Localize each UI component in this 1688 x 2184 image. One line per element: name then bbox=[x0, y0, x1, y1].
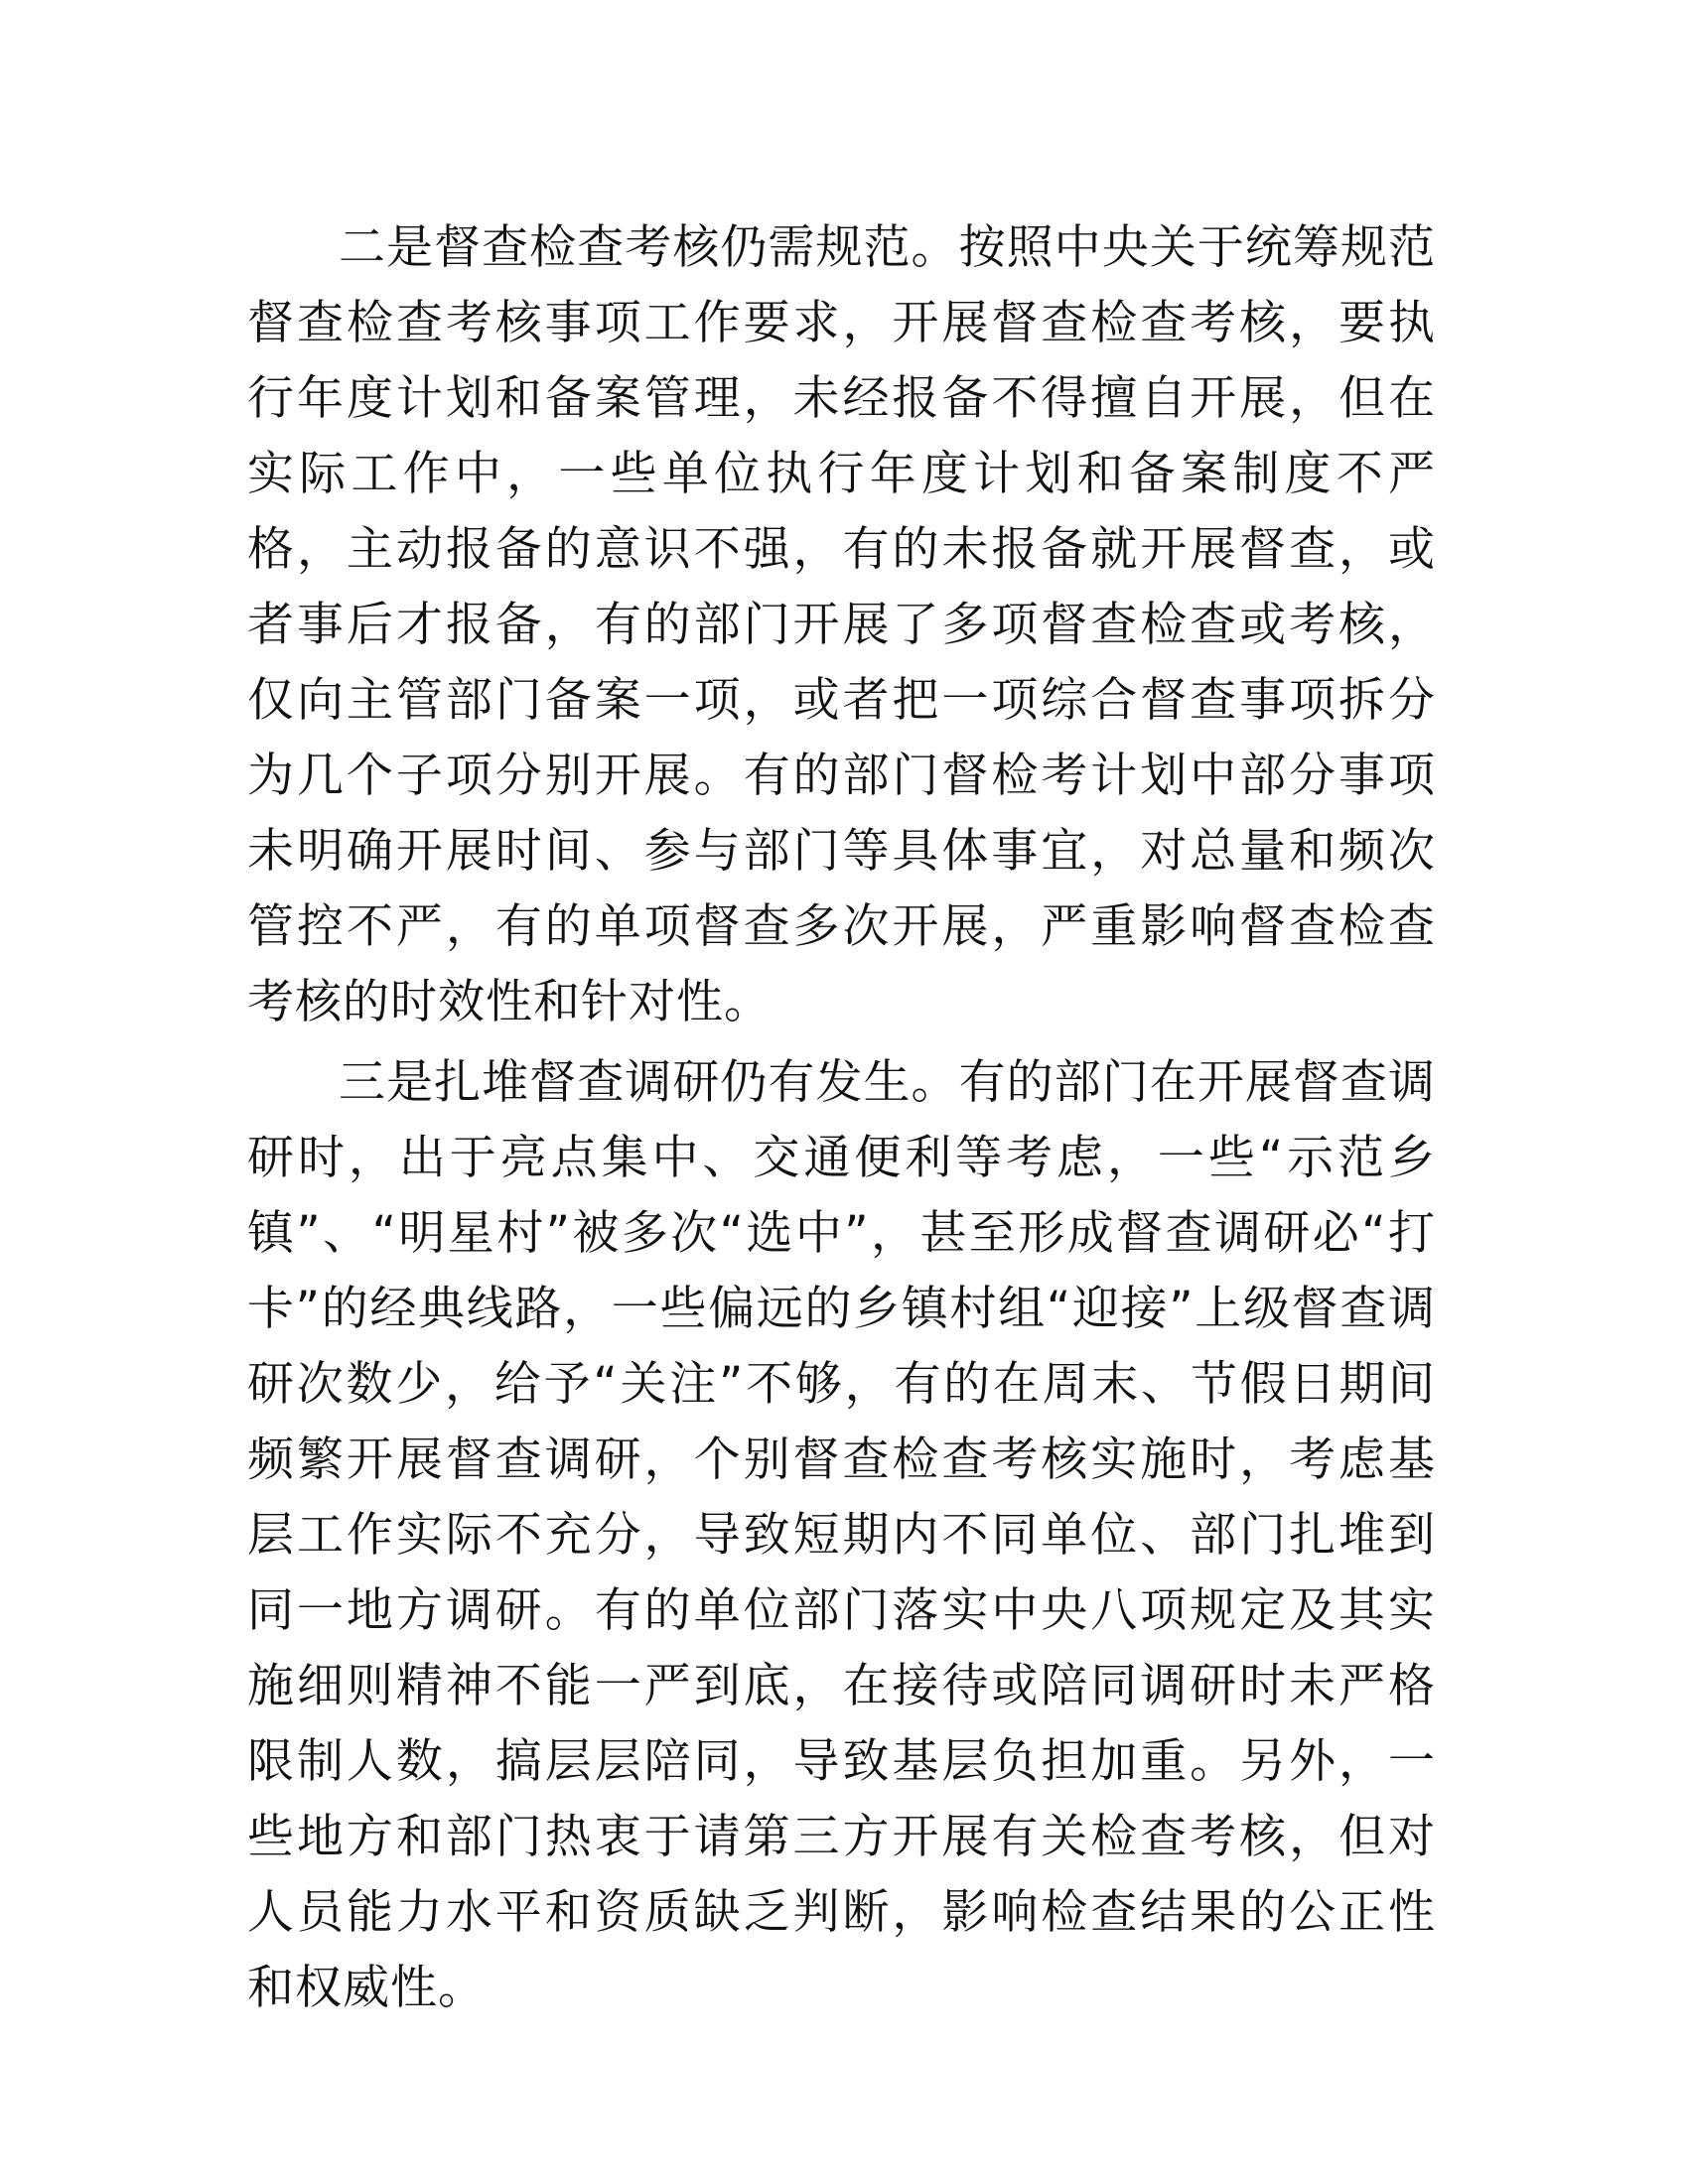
body-text bbox=[247, 210, 1436, 2031]
paragraph-concentrated-research: 三是扎堆督查调研仍有发生。有的部门在开展督查调研时，出于亮点集中、交通便利等考虑，一些“示范乡镇”、“明星村”被多次“选中”，甚至形成督查调研必“打卡”的经典线路，一些偏远的乡镇村组“迎接”上级督查调研次数少，给予“关注”不够，有的在周末、节假日期间频繁开展督查调研，个别督查检查考核实施时，考虑基层工作实际不充分，导致短期内不同单位、部门扎堆到同一地方调研。有的单位部门落实中央八项规定及其实施细则精神不能一严到底，在接待或陪同调研时未严格限制人数，搞层层陪同，导致基层负担加重。另外，一些地方和部门热衷于请第三方开展有关检查考核，但对人员能力水平和资质缺乏判断，影响检查结果的公正性和权威性。 bbox=[247, 1055, 1436, 2015]
paragraph-supervision-inspection: 二是督查检查考核仍需规范。按照中央关于统筹规范督查检查考核事项工作要求，开展督查检查考核，要执行年度计划和备案管理，未经报备不得擅自开展，但在实际工作中，一些单位执行年度计划和备案制度不严格，主动报备的意识不强，有的未报备就开展督查，或者事后才报备，有的部门开展了多项督查检查或考核，仅向主管部门备案一项，或者把一项综合督查事项拆分为几个子项分别开展。有的部门督检考计划中部分事项未明确开展时间、参与部门等具体事宜，对总量和频次管控不严，有的单项督查多次开展，严重影响督查检查考核的时效性和针对性。 bbox=[247, 220, 1436, 1029]
